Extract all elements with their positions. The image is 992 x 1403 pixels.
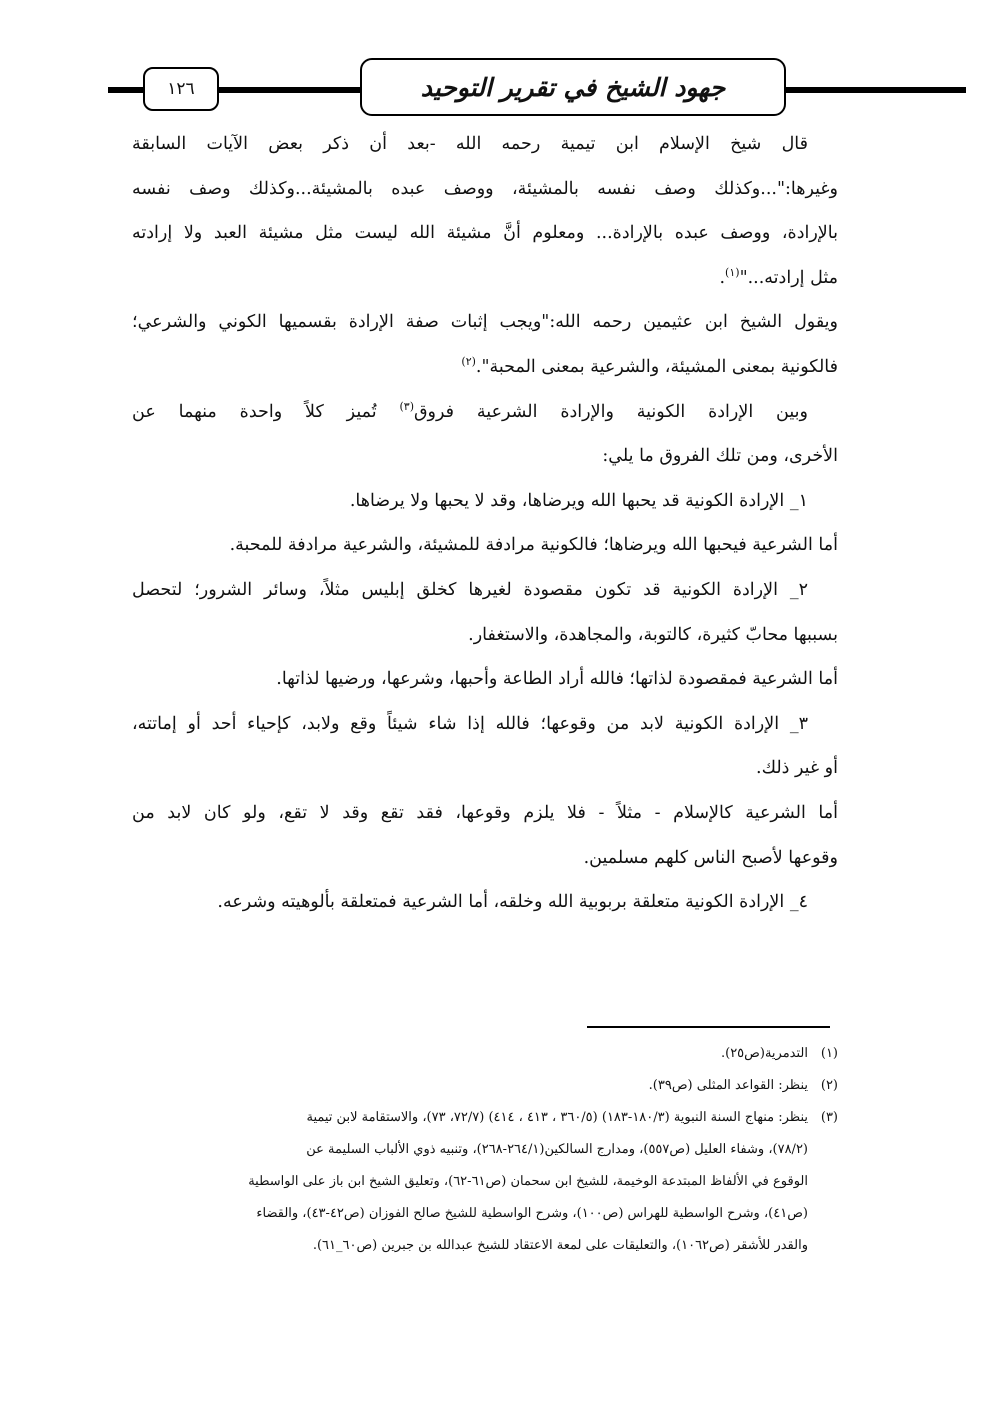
footnote — [110, 1070, 838, 1102]
list-item: ٤_ الإرادة الكونية متعلقة بربوبية الله وخلقه، أما الشرعية فمتعلقة بألوهيته وشرعه. — [217, 892, 808, 913]
footnote-continuation: (٧٨/٢)، وشفاء العليل (ص٥٥٧)، ومدارج السالكين(٢٦٤/١-٢٦٨)، وتنبيه ذوي الألباب السليمة عن — [306, 1142, 808, 1157]
paragraph-line: أما الشرعية كالإسلام - مثلاً - فلا يلزم وقوعها، فقد تقع وقد لا تقع، ولو كان لابد من — [132, 802, 838, 823]
footnote-text: ينظر: منهاج السنة النبوية (١٨٠/٣-١٨٣) (٣٦٠/٥ ، ٤١٣ ، ٤١٤) (٧٢/٧، ٧٣)، والاستقامة لابن تيمية — [306, 1110, 808, 1125]
paragraph-line: وقوعها لأصبح الناس كلهم مسلمين. — [583, 847, 838, 868]
list-item: ٣_ الإرادة الكونية لابد من وقوعها؛ فالله إذا شاء شيئاً وقع ولابد، كإحياء أحد أو إماتته، — [132, 713, 808, 734]
line-text: تُميز كلاً واحدة منهما عن — [132, 401, 377, 422]
footnote-continuation: الوقوع في الألفاظ المبتدعة الوخيمة، للشيخ ابن سحمان (ص٦١-٦٢)، وتعليق الشيخ ابن باز على الواسطية — [248, 1174, 808, 1189]
footnote-ref: (١) — [725, 265, 740, 279]
footnote-number: (٢) — [820, 1078, 838, 1093]
footnote-separator — [587, 1026, 830, 1028]
paragraph-line: بالإرادة، ووصف عبده بالإرادة... ومعلوم أنَّ مشيئة الله ليست مثل مشيئة العبد ولا إرادته — [132, 223, 838, 244]
footnote-number: (١) — [820, 1046, 838, 1061]
list-item: ١_ الإرادة الكونية قد يحبها الله ويرضاها، وقد لا يحبها ولا يرضاها. — [349, 490, 808, 511]
page-number: ١٢٦ — [143, 67, 219, 111]
footnote-continuation: والقدر للأشقر (ص١٠٦٢)، والتعليقات على لمعة الاعتقاد للشيخ عبدالله بن جبرين (ص٦٠_٦١). — [312, 1238, 808, 1253]
paragraph-line: أما الشرعية فيحبها الله ويرضاها؛ فالكونية مرادفة للمشيئة، والشرعية مرادفة للمحبة. — [229, 535, 838, 556]
paragraph-line: قال شيخ الإسلام ابن تيمية رحمه الله -بعد أن ذكر بعض الآيات السابقة — [132, 134, 808, 154]
body-text — [132, 122, 838, 925]
paragraph-line: بسببها محابّ كثيرة، كالتوبة، والمجاهدة، والاستغفار. — [468, 624, 838, 645]
paragraph-line: ويقول الشيخ ابن عثيمين رحمه الله:"ويجب إثبات صفة الإرادة بقسميها الكوني والشرعي؛ — [132, 312, 838, 333]
list-item: ٢_ الإرادة الكونية قد تكون مقصودة لغيرها كخلق إبليس مثلاً، وسائر الشرور؛ لتحصل — [132, 579, 808, 600]
footnote — [110, 1038, 838, 1070]
footnote-ref: (٣) — [399, 399, 414, 413]
footnote-ref: (٢) — [461, 355, 476, 369]
header-rule-right — [782, 87, 966, 93]
running-title: جهود الشيخ في تقرير التوحيد — [360, 58, 786, 116]
footnote — [110, 1102, 838, 1134]
paragraph-line: وغيرها:"...وكذلك وصف نفسه بالمشيئة، ووصف عبده بالمشيئة...وكذلك وصف نفسه — [132, 178, 838, 199]
paragraph-line — [132, 345, 838, 390]
line-text: وبين الإرادة الكونية والإرادة الشرعية فروق — [413, 401, 808, 422]
paragraph-line: مثل إرادته..."$^{(١)}$. — [719, 265, 838, 288]
paragraph-line: الأخرى، ومن تلك الفروق ما يلي: — [602, 446, 838, 467]
footnote-continuation: (ص٤١)، وشرح الواسطية للهراس (ص١٠٠)، وشرح الواسطية للشيخ صالح الفوزان (ص٤٢-٤٣)، والقضاء — [256, 1206, 808, 1221]
footnotes — [110, 1038, 838, 1262]
line-text: فالكونية بمعنى المشيئة، والشرعية بمعنى المحبة". — [475, 356, 838, 377]
footnote-number: (٣) — [820, 1110, 838, 1125]
paragraph-line: أما الشرعية فمقصودة لذاتها؛ فالله أراد الطاعة وأحبها، وشرعها، ورضيها لذاتها. — [276, 669, 838, 690]
paragraph-line: أو غير ذلك. — [756, 758, 838, 779]
footnote-text: التدمرية(ص٢٥). — [720, 1046, 808, 1061]
paragraph-line — [132, 390, 838, 435]
line-text: مثل إرادته..." — [739, 267, 838, 288]
footnote-text: ينظر: القواعد المثلى (ص٣٩). — [648, 1078, 808, 1093]
